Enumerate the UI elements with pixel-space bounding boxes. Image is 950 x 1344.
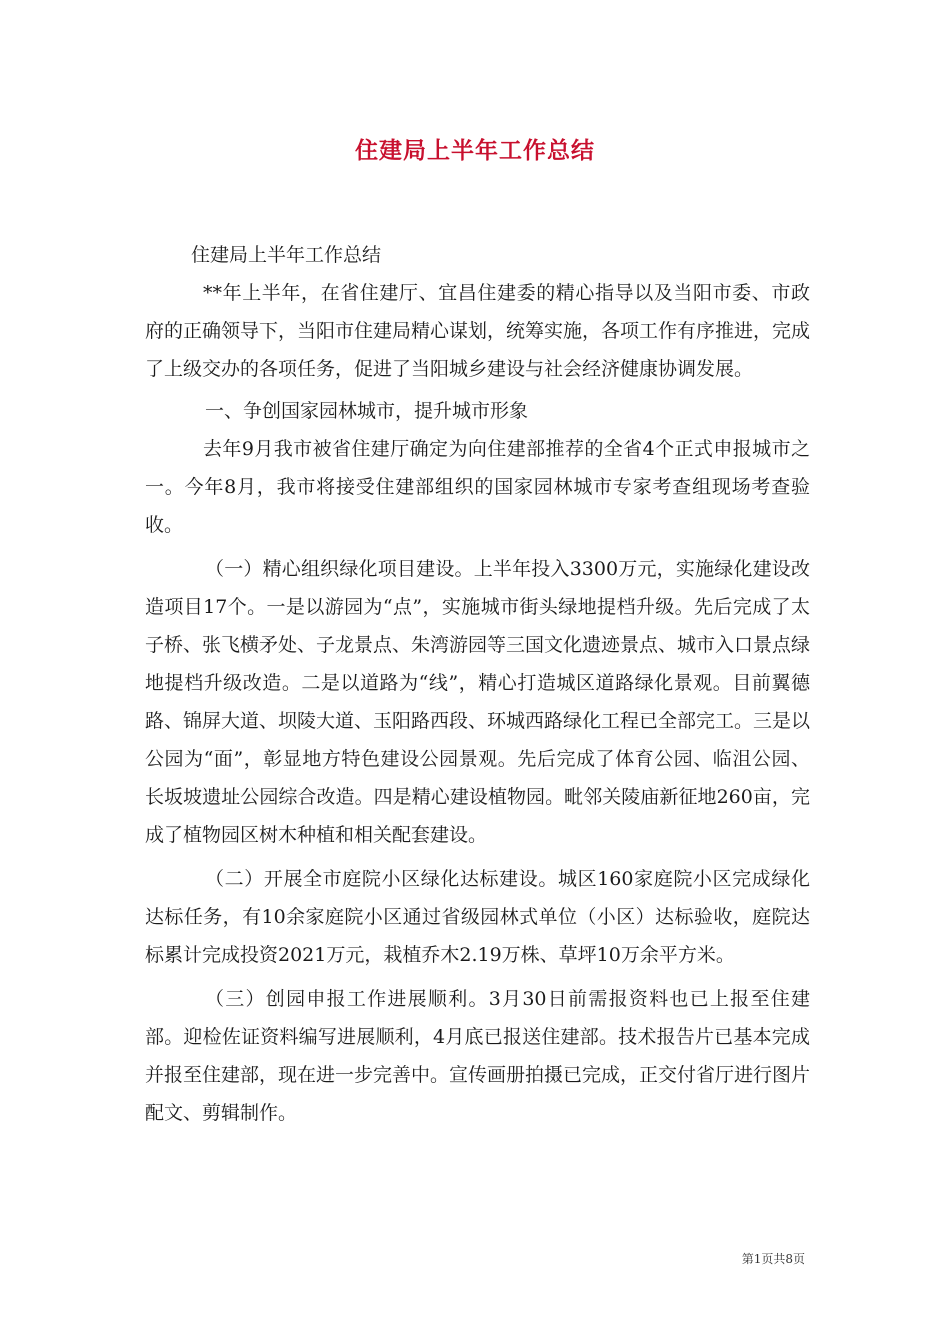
paragraph-item-3: （三）创园申报工作进展顺利。3月30日前需报资料也已上报至住建部。迎检佐证资料编写进展顺利，4月底已报送住建部。技术报告片已基本完成并报至住建部，现在进一步完善中。宣传画册拍摄已完成，正交付省厅进行图片配文、剪辑制作。 <box>145 988 811 1124</box>
paragraph-item-1: （一）精心组织绿化项目建设。上半年投入3300万元，实施绿化建设改造项目17个。一是以游园为“点”，实施城市街头绿地提档升级。先后完成了太子桥、张飞横矛处、子龙景点、朱湾游园等三国文化遗迹景点、城市入口景点绿地提档升级改造。二是以道路为“线”，精心打造城区道路绿化景观。目前翼德路、锦屏大道、坝陵大道、玉阳路西段、环城西路绿化工程已全部完工。三是以公园为“面”，彰显地方特色建设公园景观。先后完成了体育公园、临沮公园、长坂坡遗址公园综合改造。四是精心建设植物园。毗邻关陵庙新征地260亩，完成了植物园区树木种植和相关配套建设。 <box>145 558 811 846</box>
page-number: 第1页共8页 <box>741 1252 805 1266</box>
paragraph-item-2: （二）开展全市庭院小区绿化达标建设。城区160家庭院小区完成绿化达标任务，有10余家庭院小区通过省级园林式单位（小区）达标验收，庭院达标累计完成投资2021万元，栽植乔木2.19万株、草坪10万余平方米。 <box>145 868 810 966</box>
paragraph-intro: **年上半年，在省住建厅、宜昌住建委的精心指导以及当阳市委、市政府的正确领导下，当阳市住建局精心谋划，统筹实施，各项工作有序推进，完成了上级交办的各项任务，促进了当阳城乡建设与社会经济健康协调发展。 <box>145 282 811 380</box>
page-title: 住建局上半年工作总结 <box>355 138 595 164</box>
paragraph-background: 去年9月我市被省住建厅确定为向住建部推荐的全省4个正式申报城市之一。今年8月，我市将接受住建部组织的国家园林城市专家考查组现场考查验收。 <box>145 438 810 536</box>
document-body <box>145 236 810 1132</box>
section-heading-1: 一、争创国家园林城市，提升城市形象 <box>205 400 529 422</box>
paragraph-subtitle: 住建局上半年工作总结 <box>191 244 382 266</box>
